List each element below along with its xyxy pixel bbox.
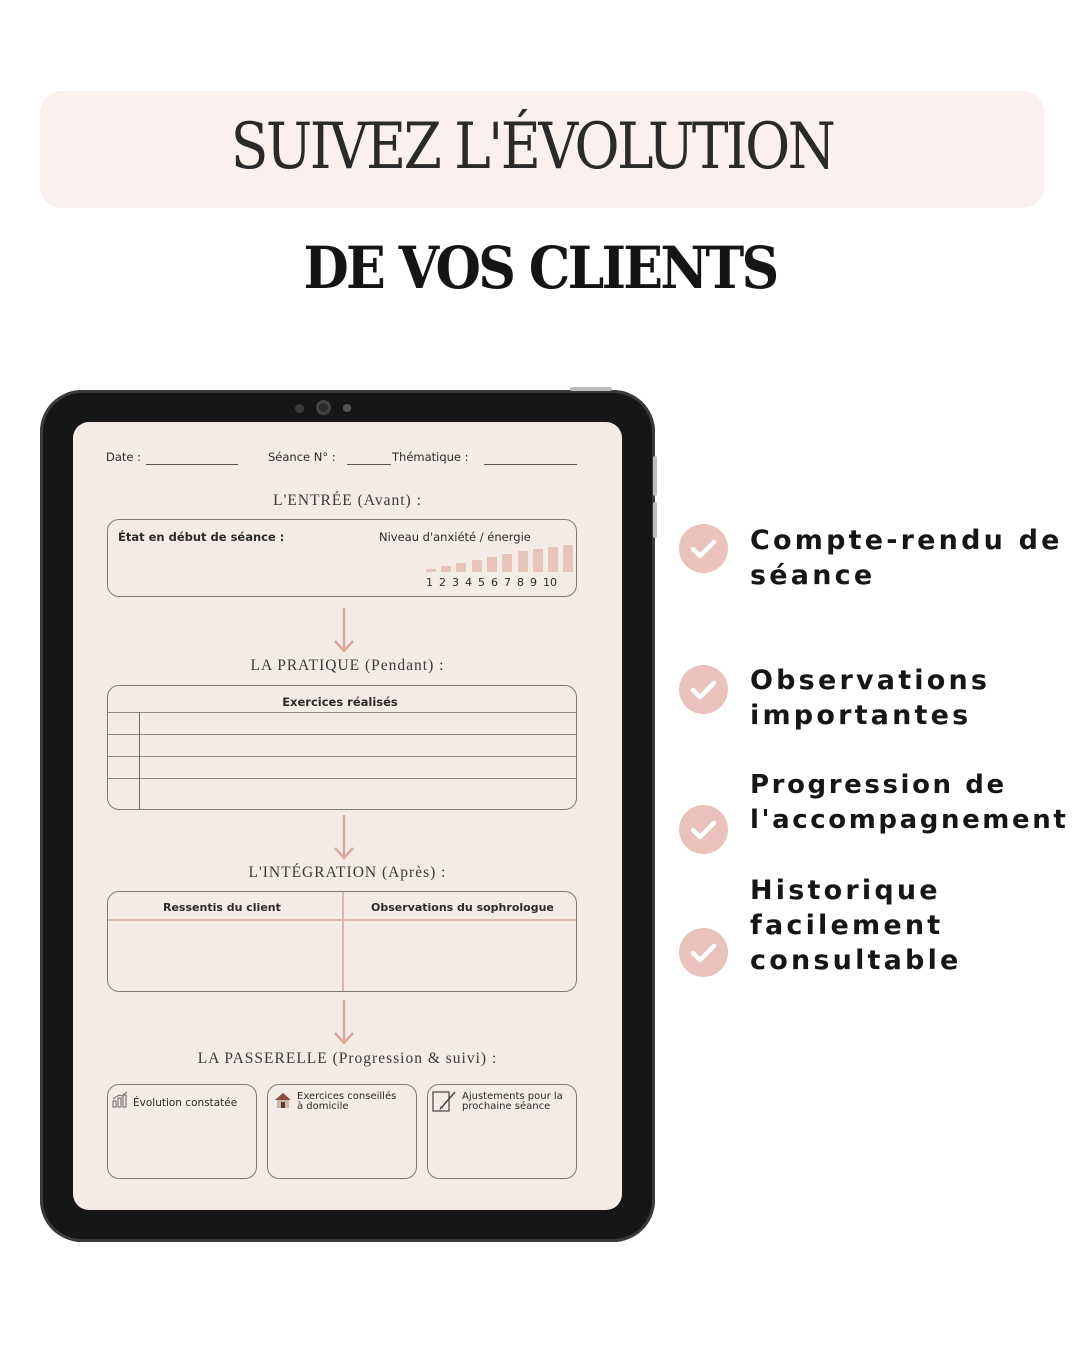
tablet-top-button <box>570 387 612 391</box>
level-bar-3 <box>456 563 466 572</box>
level-bar-4 <box>472 560 482 572</box>
scale-number[interactable]: 5 <box>478 576 485 589</box>
adjustments-card[interactable] <box>427 1084 577 1179</box>
scale-number[interactable]: 6 <box>491 576 498 589</box>
feature-line: Progression de <box>750 770 1007 800</box>
feature-item <box>750 523 1063 593</box>
scale-number[interactable]: 1 <box>426 576 433 589</box>
feature-line: Observations <box>750 665 991 696</box>
sensor-dot <box>343 404 351 412</box>
integration-heading: L'INTÉGRATION (Après) : <box>248 864 447 881</box>
scale-number[interactable]: 10 <box>543 576 557 589</box>
feature-item <box>750 663 990 733</box>
bridge-heading: LA PASSERELLE (Progression & suivi) : <box>197 1050 498 1067</box>
home-exercises-label-2: à domicile <box>297 1101 349 1112</box>
level-bar-10 <box>563 545 573 572</box>
state-label: État en début de séance : <box>118 530 285 544</box>
checkmark-icon <box>679 524 728 573</box>
table-column-divider <box>139 712 140 809</box>
entry-heading: L'ENTRÉE (Avant) : <box>273 492 422 509</box>
checkmark-icon <box>679 928 728 977</box>
checkmark-icon <box>679 805 728 854</box>
evolution-card[interactable] <box>107 1084 257 1179</box>
column-divider <box>342 892 344 991</box>
scale-number[interactable]: 2 <box>439 576 446 589</box>
client-feelings-header: Ressentis du client <box>163 901 281 914</box>
feature-line: Historique <box>750 875 941 906</box>
date-label: Date : <box>106 450 142 464</box>
practice-heading: LA PRATIQUE (Pendant) : <box>250 657 445 674</box>
entry-box[interactable] <box>107 519 577 597</box>
feature-item <box>750 768 1068 838</box>
level-bar-8 <box>533 549 543 572</box>
theme-label: Thématique : <box>392 450 469 464</box>
feature-item <box>750 873 962 978</box>
feature-line: Compte-rendu de <box>750 525 1063 556</box>
tablet-screen <box>73 422 622 1210</box>
scale-number[interactable]: 9 <box>530 576 537 589</box>
level-bar-6 <box>502 554 512 572</box>
checkmark-icon <box>679 665 728 714</box>
session-field[interactable] <box>347 464 391 465</box>
level-bar-9 <box>548 547 558 572</box>
camera-icon <box>316 400 331 415</box>
edit-document-icon <box>432 1090 458 1112</box>
arrow-down-icon <box>334 1000 354 1046</box>
scale-number[interactable]: 3 <box>452 576 459 589</box>
scale-number[interactable]: 7 <box>504 576 511 589</box>
feature-line: l'accompagnement <box>750 805 1069 835</box>
level-label: Niveau d'anxiété / énergie <box>379 530 531 544</box>
house-icon <box>274 1092 292 1109</box>
exercises-table[interactable] <box>107 685 577 810</box>
level-bar-1 <box>426 569 436 572</box>
tablet-volume-button <box>653 456 657 496</box>
table-row[interactable] <box>108 734 576 756</box>
table-row[interactable] <box>108 712 576 734</box>
page-title: SUIVEZ L'ÉVOLUTION <box>230 110 834 184</box>
level-scale-bars <box>426 544 566 572</box>
tablet-device <box>40 390 655 1242</box>
integration-box[interactable] <box>107 891 577 992</box>
adjustments-label-2: prochaine séance <box>462 1101 551 1112</box>
adjustments-label-1: Ajustements pour la <box>462 1091 563 1102</box>
level-bar-7 <box>518 551 528 572</box>
home-exercises-card[interactable] <box>267 1084 417 1179</box>
scale-number[interactable]: 8 <box>517 576 524 589</box>
feature-line: consultable <box>750 945 962 976</box>
page-subtitle: DE VOS CLIENTS <box>303 234 777 302</box>
table-row[interactable] <box>108 756 576 778</box>
date-field[interactable] <box>146 464 238 465</box>
session-label: Séance N° : <box>268 450 336 464</box>
feature-line: facilement <box>750 910 944 941</box>
evolution-label: Évolution constatée <box>133 1097 238 1109</box>
arrow-down-icon <box>334 815 354 861</box>
feature-line: séance <box>750 560 876 591</box>
level-bar-2 <box>441 566 451 572</box>
table-row[interactable] <box>108 778 576 808</box>
tablet-volume-button <box>653 502 657 538</box>
exercises-header: Exercices réalisés <box>282 695 398 709</box>
arrow-down-icon <box>334 608 354 654</box>
home-exercises-label-1: Exercices conseillés <box>297 1091 397 1102</box>
feature-line: importantes <box>750 700 972 731</box>
scale-number[interactable]: 4 <box>465 576 472 589</box>
sensor-dot <box>295 404 304 413</box>
growth-chart-icon <box>112 1091 129 1108</box>
observations-header: Observations du sophrologue <box>371 901 554 914</box>
theme-field[interactable] <box>484 464 577 465</box>
level-bar-5 <box>487 557 497 572</box>
